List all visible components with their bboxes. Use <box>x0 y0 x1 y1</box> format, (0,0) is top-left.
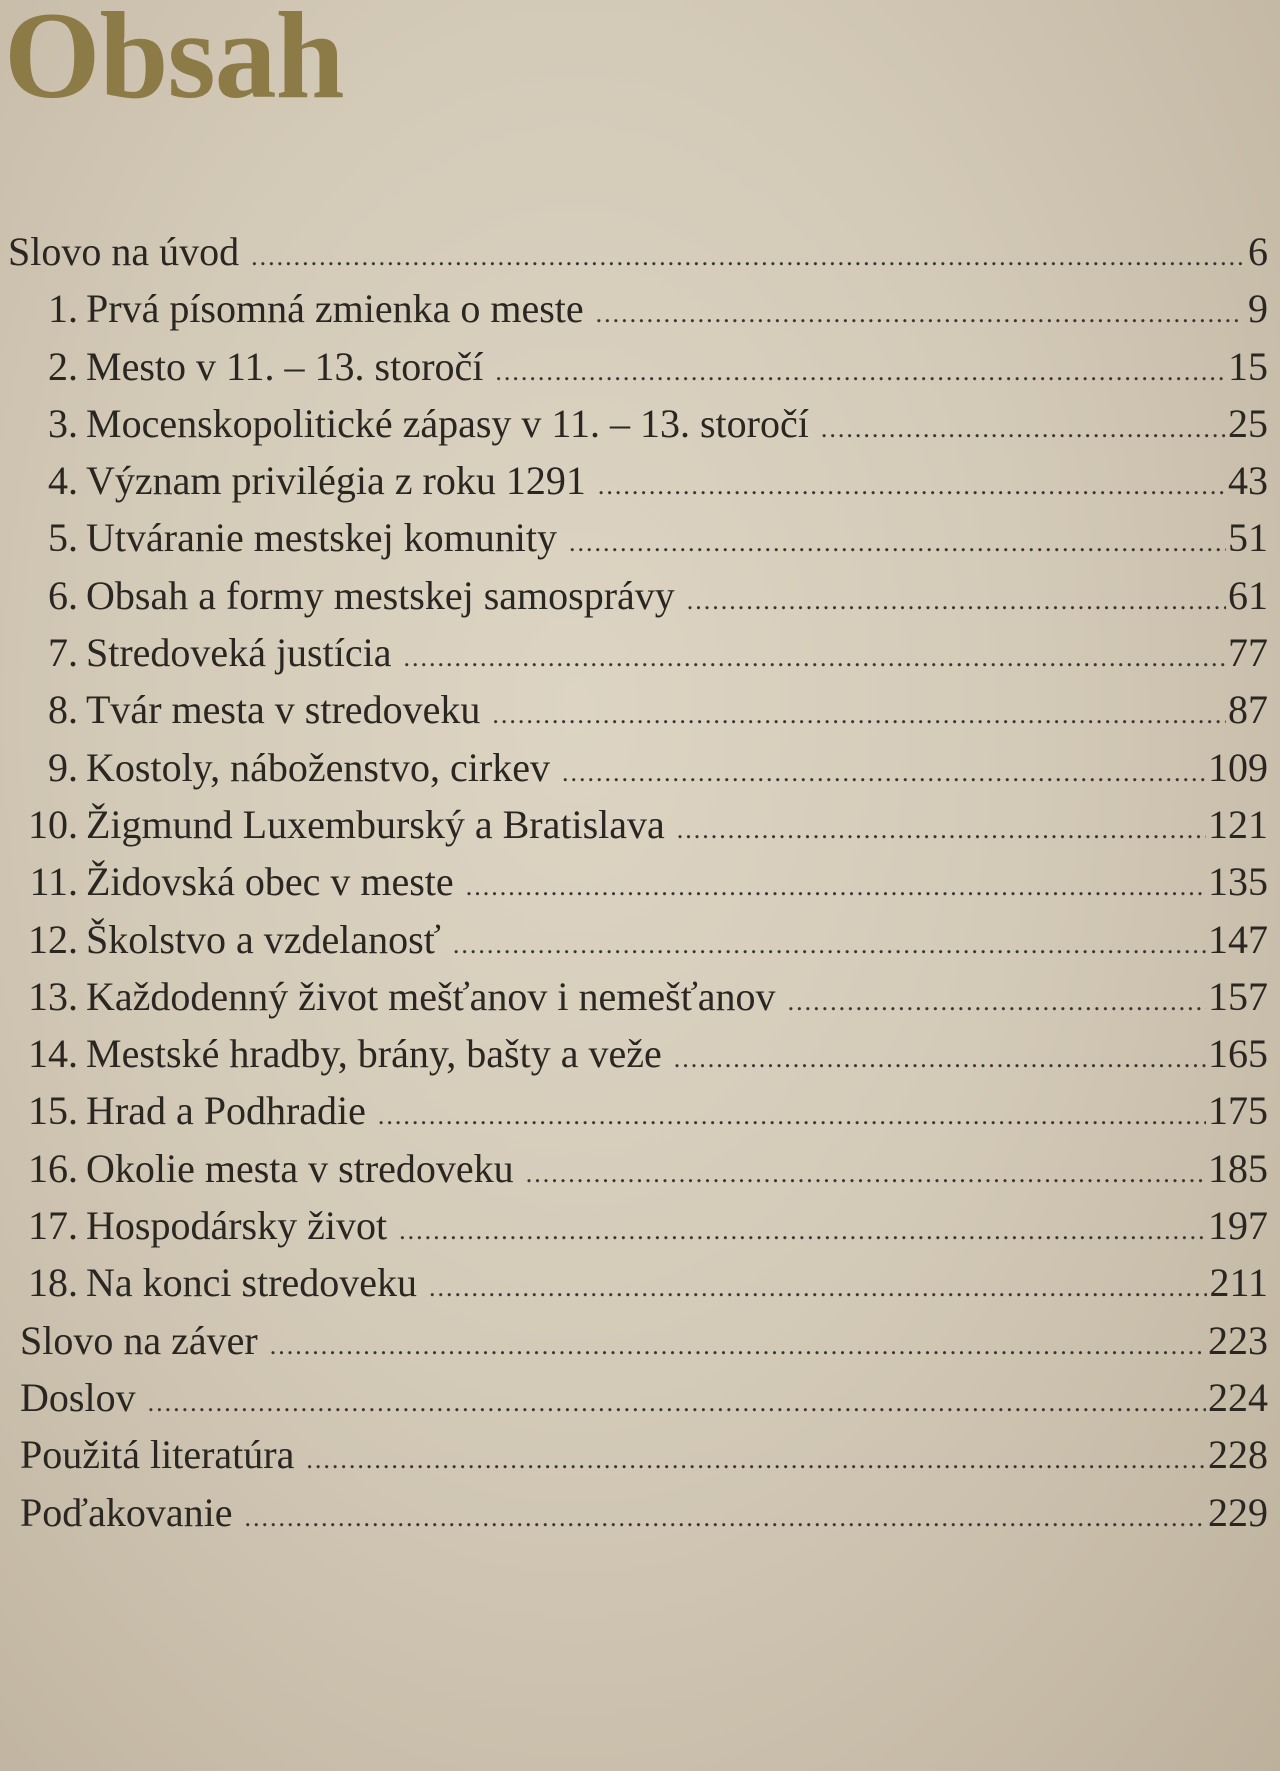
toc-entry-page: 224 <box>1208 1374 1268 1420</box>
toc-entry-chapter <box>0 801 1268 858</box>
toc-entry-chapter <box>0 1145 1268 1202</box>
table-of-contents <box>0 228 1268 1546</box>
toc-entry-label: Poďakovanie <box>20 1489 233 1535</box>
dot-leader <box>596 299 1242 329</box>
toc-entry-label: Utváranie mestskej komunity <box>86 515 558 561</box>
toc-entry-page: 185 <box>1208 1145 1268 1191</box>
toc-entry-back-matter <box>0 1374 1268 1431</box>
toc-entry-page: 165 <box>1208 1031 1268 1077</box>
chapter-number: 8. <box>48 687 78 733</box>
toc-entry-page: 229 <box>1208 1489 1268 1535</box>
toc-entry-page: 61 <box>1228 572 1268 618</box>
toc-entry-page: 157 <box>1208 973 1268 1019</box>
toc-entry-chapter <box>0 858 1268 915</box>
dot-leader <box>677 815 1206 845</box>
toc-entry-chapter <box>0 973 1268 1030</box>
toc-entry-chapter <box>0 285 1268 342</box>
toc-entry-back-matter <box>0 1431 1268 1488</box>
toc-entry-page: 43 <box>1228 458 1268 504</box>
toc-entry-label: Žigmund Luxemburský a Bratislava <box>86 801 665 847</box>
dot-leader <box>244 1503 1206 1533</box>
dot-leader <box>453 930 1206 960</box>
toc-entry-page: 25 <box>1228 400 1268 446</box>
toc-entry-chapter <box>0 400 1268 457</box>
toc-entry-page: 228 <box>1208 1432 1268 1478</box>
dot-leader <box>270 1331 1206 1361</box>
chapter-number: 14. <box>28 1031 78 1077</box>
toc-entry-label: Židovská obec v meste <box>86 859 454 905</box>
toc-entry-chapter <box>0 1030 1268 1087</box>
chapter-number: 10. <box>28 801 78 847</box>
toc-entry-chapter <box>0 744 1268 801</box>
dot-leader <box>148 1388 1206 1418</box>
chapter-number: 6. <box>48 572 78 618</box>
toc-entry-label: Okolie mesta v stredoveku <box>86 1145 514 1191</box>
toc-entry-chapter <box>0 686 1268 743</box>
toc-entry-label: Tvár mesta v stredoveku <box>86 687 481 733</box>
toc-entry-label: Stredoveká justícia <box>86 630 392 676</box>
toc-entry-page: 175 <box>1208 1088 1268 1134</box>
toc-entry-chapter <box>0 916 1268 973</box>
dot-leader <box>251 242 1242 272</box>
toc-entry-page: 211 <box>1209 1260 1268 1306</box>
toc-entry-label: Hrad a Podhradie <box>86 1088 366 1134</box>
chapter-number: 7. <box>48 630 78 676</box>
toc-entry-page: 109 <box>1208 744 1268 790</box>
dot-leader <box>466 872 1206 902</box>
toc-entry-page: 197 <box>1208 1203 1268 1249</box>
chapter-number: 18. <box>28 1260 78 1306</box>
chapter-number: 2. <box>48 343 78 389</box>
toc-entry-chapter <box>0 343 1268 400</box>
toc-entry-label: Kostoly, náboženstvo, cirkev <box>86 744 550 790</box>
toc-entry-chapter <box>0 1087 1268 1144</box>
dot-leader <box>378 1101 1206 1131</box>
dot-leader <box>569 528 1226 558</box>
toc-entry-label: Obsah a formy mestskej samosprávy <box>86 572 675 618</box>
chapter-number: 5. <box>48 515 78 561</box>
page-title: Obsah <box>4 0 344 124</box>
toc-entry-label: Mesto v 11. – 13. storočí <box>86 343 484 389</box>
toc-entry-chapter <box>0 1202 1268 1259</box>
toc-entry-back-matter <box>0 1489 1268 1546</box>
dot-leader <box>562 758 1206 788</box>
toc-entry-page: 147 <box>1208 916 1268 962</box>
toc-entry-chapter <box>0 1259 1268 1316</box>
toc-entry-label: Každodenný život mešťanov i nemešťanov <box>86 973 776 1019</box>
toc-entry-intro <box>0 228 1268 285</box>
toc-entry-label: Prvá písomná zmienka o meste <box>86 286 584 332</box>
toc-entry-page: 6 <box>1248 229 1268 274</box>
toc-entry-page: 77 <box>1228 630 1268 676</box>
dot-leader <box>526 1159 1206 1189</box>
toc-entry-label: Slovo na úvod <box>8 229 240 274</box>
toc-entry-page: 135 <box>1208 859 1268 905</box>
chapter-number: 3. <box>48 400 78 446</box>
toc-entry-label: Mocenskopolitické zápasy v 11. – 13. storočí <box>86 400 809 446</box>
toc-entry-page: 87 <box>1228 687 1268 733</box>
chapter-number: 9. <box>48 744 78 790</box>
toc-entry-label: Na konci stredoveku <box>86 1260 418 1306</box>
dot-leader <box>687 586 1226 616</box>
toc-entry-chapter <box>0 572 1268 629</box>
toc-entry-label: Význam privilégia z roku 1291 <box>86 458 586 504</box>
chapter-number: 12. <box>28 916 78 962</box>
chapter-number: 11. <box>29 859 78 905</box>
toc-entry-chapter <box>0 629 1268 686</box>
dot-leader <box>306 1445 1206 1475</box>
toc-entry-back-matter <box>0 1317 1268 1374</box>
toc-entry-chapter <box>0 514 1268 571</box>
toc-entry-page: 15 <box>1228 343 1268 389</box>
dot-leader <box>399 1216 1206 1246</box>
toc-entry-label: Mestské hradby, brány, bašty a veže <box>86 1031 662 1077</box>
dot-leader <box>598 471 1226 501</box>
toc-entry-page: 121 <box>1208 801 1268 847</box>
toc-entry-page: 223 <box>1208 1317 1268 1363</box>
toc-entry-label: Hospodársky život <box>86 1203 388 1249</box>
dot-leader <box>821 414 1226 444</box>
dot-leader <box>403 643 1226 673</box>
toc-entry-label: Doslov <box>20 1374 136 1420</box>
toc-entry-label: Školstvo a vzdelanosť <box>86 916 441 962</box>
dot-leader <box>429 1273 1207 1303</box>
dot-leader <box>492 700 1226 730</box>
dot-leader <box>674 1044 1206 1074</box>
toc-entry-chapter <box>0 457 1268 514</box>
dot-leader <box>495 357 1226 387</box>
toc-entry-page: 51 <box>1228 515 1268 561</box>
chapter-number: 15. <box>28 1088 78 1134</box>
chapter-number: 16. <box>28 1145 78 1191</box>
chapter-number: 4. <box>48 458 78 504</box>
toc-entry-label: Použitá literatúra <box>20 1432 295 1478</box>
dot-leader <box>788 987 1206 1017</box>
chapter-number: 13. <box>28 973 78 1019</box>
toc-entry-label: Slovo na záver <box>20 1317 258 1363</box>
chapter-number: 17. <box>28 1203 78 1249</box>
chapter-number: 1. <box>48 286 78 332</box>
toc-entry-page: 9 <box>1248 286 1268 332</box>
